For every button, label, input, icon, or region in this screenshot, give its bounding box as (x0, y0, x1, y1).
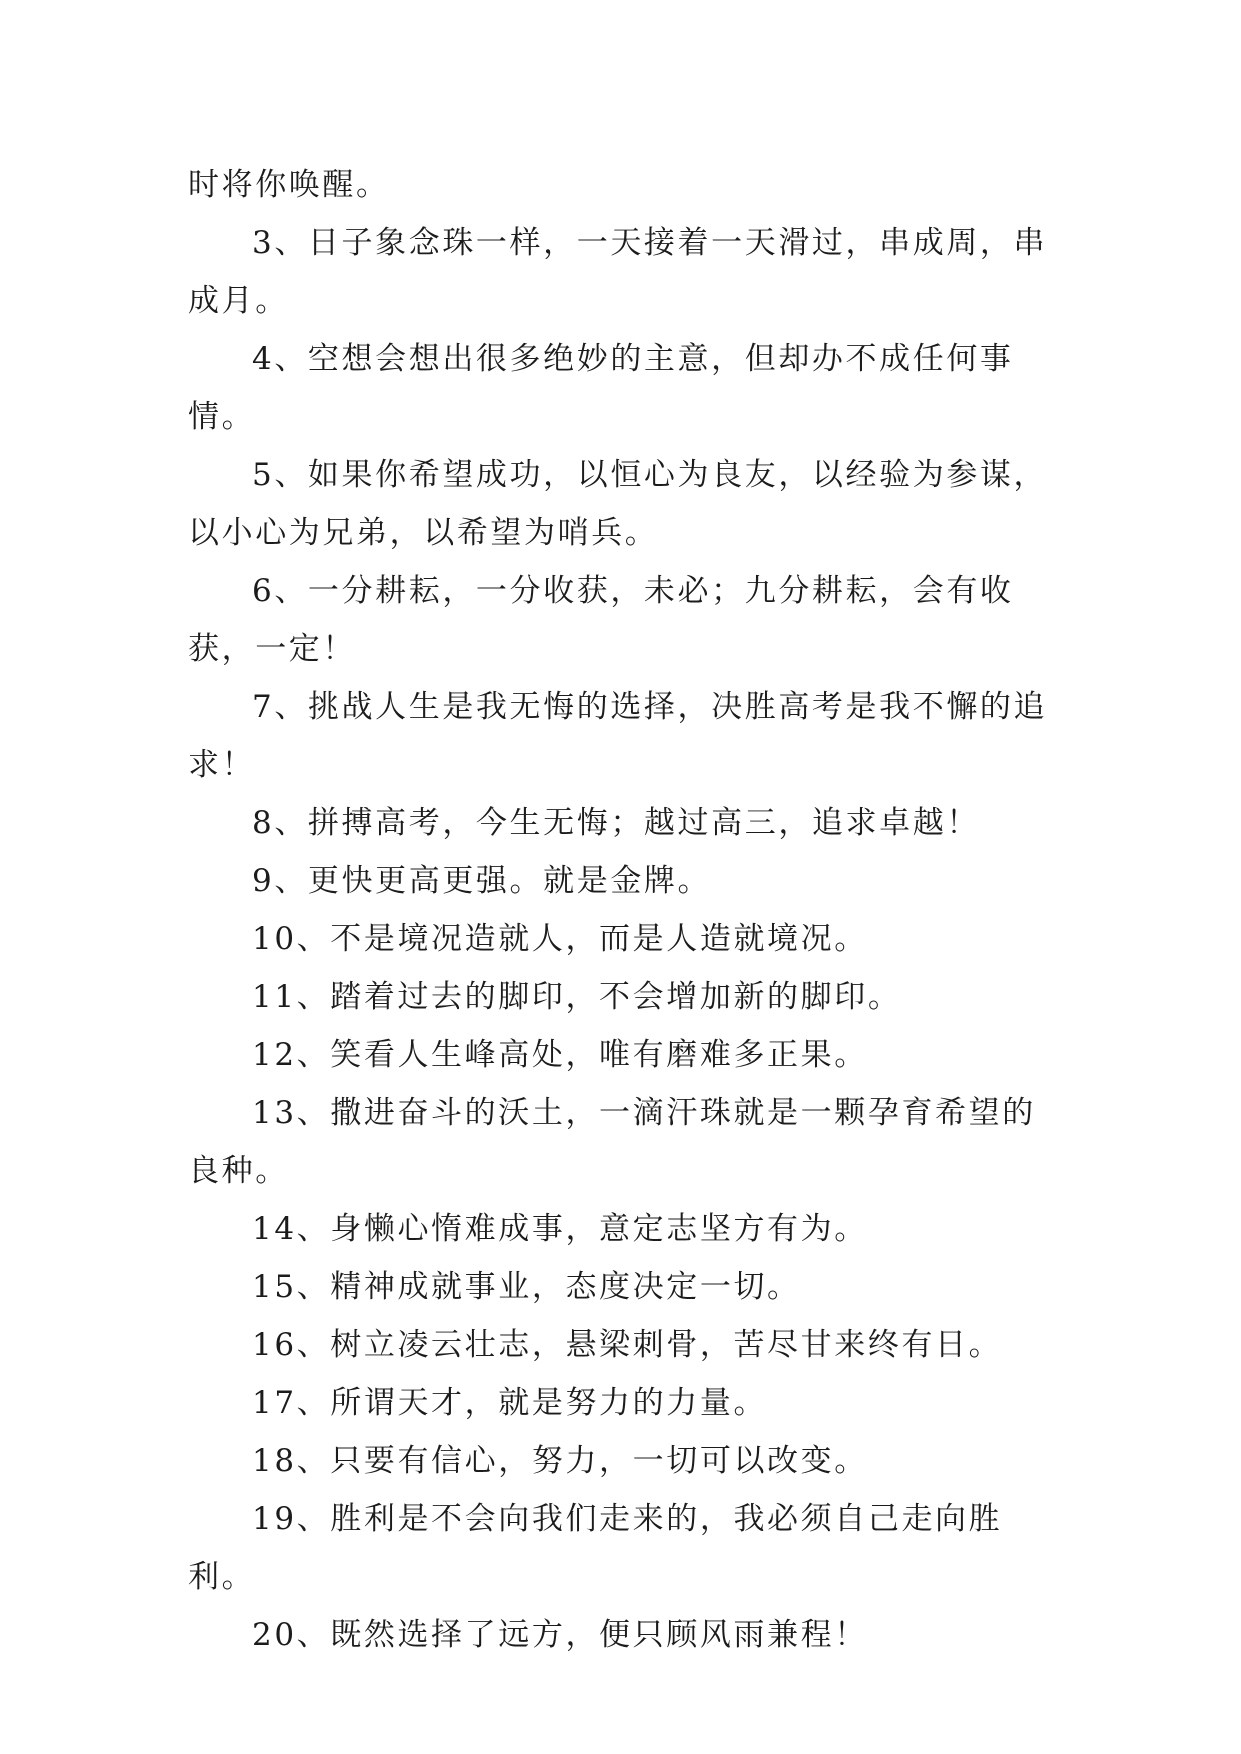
paragraph-item-7: 7、挑战人生是我无悔的选择，决胜高考是我不懈的追求！ (188, 689, 1048, 783)
paragraph-item-18: 18、只要有信心，努力，一切可以改变。 (252, 1443, 868, 1479)
paragraph-item-6: 6、一分耕耘，一分收获，未必；九分耕耘，会有收获，一定！ (188, 573, 1014, 667)
paragraph-item-5: 5、如果你希望成功，以恒心为良友，以经验为参谋，以小心为兄弟，以希望为哨兵。 (188, 457, 1048, 551)
paragraph-item-13: 13、撒进奋斗的沃土，一滴汗珠就是一颗孕育希望的良种。 (188, 1095, 1036, 1189)
paragraph-item-9: 9、更快更高更强。就是金牌。 (252, 863, 712, 899)
paragraph-item-17: 17、所谓天才，就是努力的力量。 (252, 1385, 768, 1421)
document-body (188, 156, 1068, 1664)
paragraph-item-19: 19、胜利是不会向我们走来的，我必须自己走向胜利。 (188, 1501, 1003, 1595)
paragraph-item-20: 20、既然选择了远方，便只顾风雨兼程！ (252, 1617, 868, 1653)
paragraph-item-12: 12、笑看人生峰高处，唯有磨难多正果。 (252, 1037, 868, 1073)
paragraph-item-15: 15、精神成就事业，态度决定一切。 (252, 1269, 801, 1305)
paragraph-item-11: 11、踏着过去的脚印，不会增加新的脚印。 (252, 979, 902, 1015)
paragraph-item-3: 3、日子象念珠一样，一天接着一天滑过，串成周，串成月。 (188, 225, 1048, 319)
paragraph-item-14: 14、身懒心惰难成事，意定志坚方有为。 (252, 1211, 868, 1247)
paragraph-item-10: 10、不是境况造就人，而是人造就境况。 (252, 921, 868, 957)
paragraph-continuation: 时将你唤醒。 (188, 167, 390, 203)
paragraph-item-4: 4、空想会想出很多绝妙的主意，但却办不成任何事情。 (188, 341, 1014, 435)
paragraph-item-8: 8、拼搏高考，今生无悔；越过高三，追求卓越！ (252, 805, 980, 841)
paragraph-item-16: 16、树立凌云壮志，悬梁刺骨，苦尽甘来终有日。 (252, 1327, 1003, 1363)
